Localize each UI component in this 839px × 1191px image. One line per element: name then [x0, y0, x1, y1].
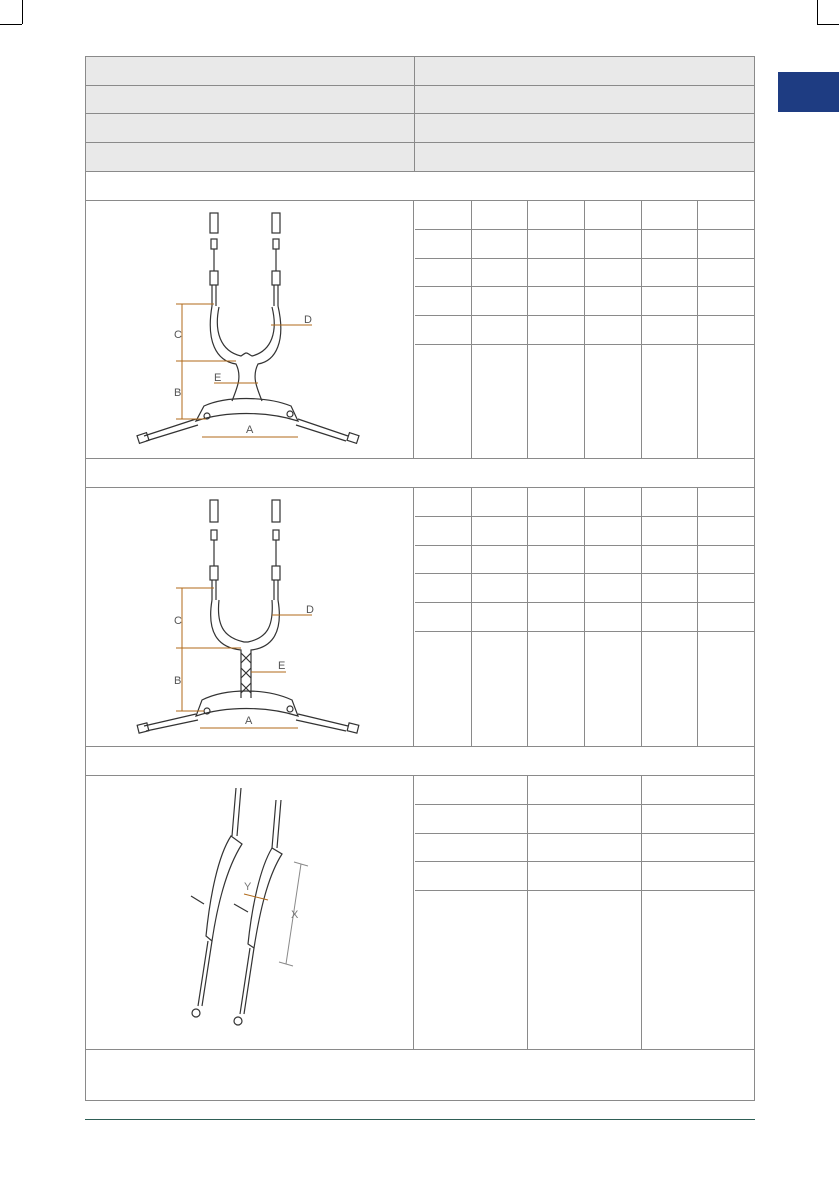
dimension-label-y: Y: [244, 881, 252, 893]
crop-mark: [817, 0, 818, 24]
leg-straps-size-grid: [415, 776, 754, 1049]
dimension-label-a: A: [246, 424, 254, 436]
section-title-row-1: [86, 172, 754, 201]
leg-straps-drawing: [86, 776, 413, 1049]
dimension-label-e: E: [278, 660, 286, 672]
dimension-label-x: X: [291, 909, 299, 921]
sling-two-block: [86, 488, 754, 747]
spec-sheet: [85, 56, 755, 1101]
header-row-3: [86, 114, 754, 143]
leg-straps-block: [86, 776, 754, 1050]
dimension-label-d: D: [306, 604, 314, 616]
crop-mark: [817, 24, 839, 25]
dimension-label-b: B: [174, 387, 182, 399]
dimension-label-b: B: [174, 675, 182, 687]
sling-one-size-grid: [415, 201, 754, 458]
sling-two-drawing: [86, 488, 413, 746]
sling-two-figure: [86, 488, 414, 746]
sling-two-size-grid: [415, 488, 754, 746]
dimension-label-d: D: [304, 314, 312, 326]
sling-one-figure: [86, 201, 414, 458]
crop-mark: [0, 24, 22, 25]
sling-one-block: [86, 201, 754, 459]
leg-straps-figure: [86, 776, 414, 1049]
dimension-label-c: C: [174, 329, 182, 341]
header-row-1: [86, 57, 754, 86]
sling-one-drawing: [86, 201, 413, 458]
dimension-label-e: E: [214, 372, 222, 384]
chapter-tab: [778, 72, 839, 112]
dimension-label-a: A: [245, 715, 253, 727]
notes-row: [86, 1050, 754, 1100]
section-title-row-3: [86, 747, 754, 776]
dimension-label-c: C: [174, 615, 182, 627]
footer-rule: [85, 1119, 755, 1120]
crop-mark: [22, 0, 23, 24]
section-title-row-2: [86, 459, 754, 488]
header-row-4: [86, 143, 754, 172]
header-row-2: [86, 86, 754, 114]
